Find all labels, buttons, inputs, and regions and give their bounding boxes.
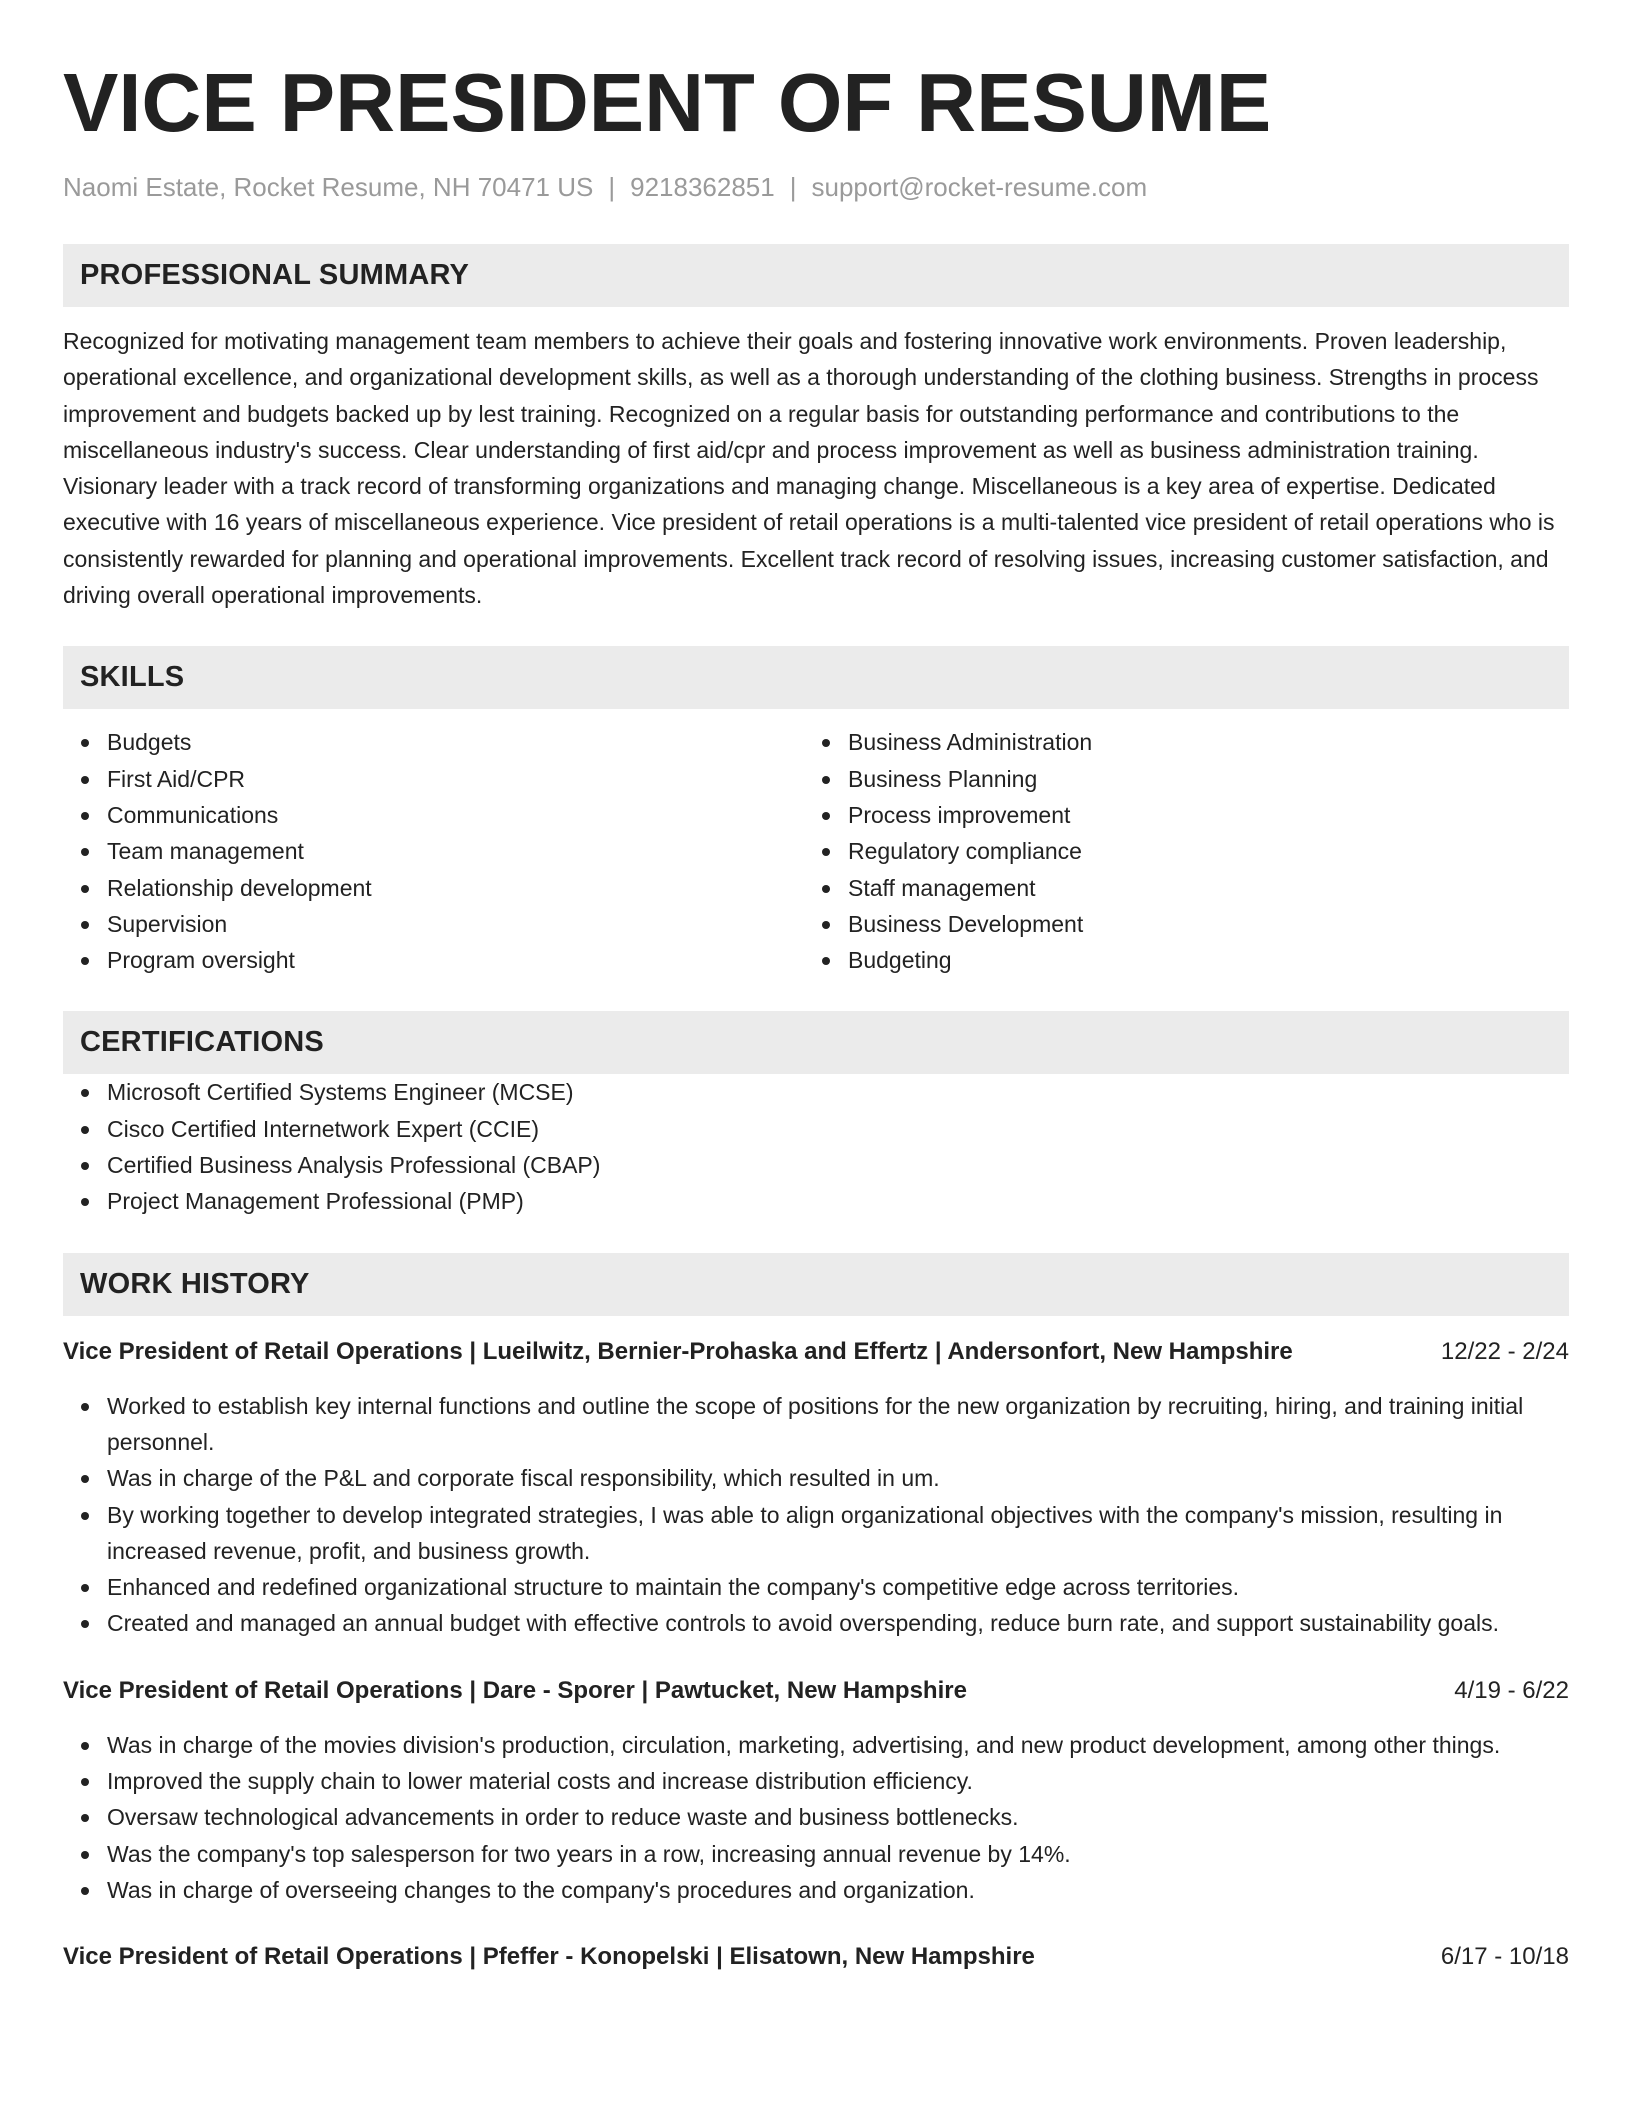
job-title: Vice President of Retail Operations | Pfeffer - Konopelski | Elisatown, New Hampshire [63, 1943, 1035, 1971]
skills-list-right [804, 724, 1545, 978]
contact-separator: | [789, 172, 797, 202]
job-bullet: Enhanced and redefined organizational structure to maintain the company's competitive edge across territories. [63, 1569, 1569, 1605]
job-bullet: Improved the supply chain to lower material costs and increase distribution efficiency. [63, 1763, 1569, 1799]
job-dates: 4/19 - 6/22 [1454, 1676, 1569, 1704]
skill-item: Communications [63, 797, 804, 833]
section-header-summary: PROFESSIONAL SUMMARY [63, 244, 1569, 307]
job-entry [63, 1940, 1569, 1974]
job-bullet: Was in charge of overseeing changes to the company's procedures and organization. [63, 1872, 1569, 1908]
job-bullet: Was the company's top salesperson for two years in a row, increasing annual revenue by 14%. [63, 1836, 1569, 1872]
contact-line [63, 170, 1569, 204]
skill-item: Business Development [804, 906, 1545, 942]
skill-item: Business Administration [804, 724, 1545, 760]
skill-item: Team management [63, 833, 804, 869]
section-header-certifications: CERTIFICATIONS [63, 1011, 1569, 1074]
contact-separator: | [608, 172, 616, 202]
job-bullet: Oversaw technological advancements in order to reduce waste and business bottlenecks. [63, 1799, 1569, 1835]
skill-item: Budgeting [804, 942, 1545, 978]
certification-item: Microsoft Certified Systems Engineer (MCSE) [63, 1074, 1569, 1110]
job-dates: 6/17 - 10/18 [1440, 1943, 1569, 1971]
job-bullet: By working together to develop integrated strategies, I was able to align organizational objectives with the company's mission, resulting in increased revenue, profit, and business growth. [63, 1497, 1569, 1570]
skill-item: Budgets [63, 724, 804, 760]
job-bullet: Was in charge of the movies division's production, circulation, marketing, advertising, and new product development, among other things. [63, 1727, 1569, 1763]
job-entry [63, 1674, 1569, 1908]
skill-item: Program oversight [63, 942, 804, 978]
skills-grid [63, 724, 1569, 978]
job-title: Vice President of Retail Operations | Lueilwitz, Bernier-Prohaska and Effertz | Andersonfort, New Hampshire [63, 1337, 1293, 1365]
certifications-list [63, 1074, 1569, 1219]
job-bullets [63, 1727, 1569, 1908]
job-dates: 12/22 - 2/24 [1440, 1337, 1569, 1365]
skill-item: Supervision [63, 906, 804, 942]
job-title: Vice President of Retail Operations | Dare - Sporer | Pawtucket, New Hampshire [63, 1676, 967, 1704]
job-header [63, 1940, 1569, 1974]
summary-text: Recognized for motivating management team members to achieve their goals and fostering innovative work environments. Proven leadership, operational excellence, and organizational development skills, as well as a thorough understanding of the clothing business. Strengths in process improvement and budgets backed up by lest training. Recognized on a regular basis for outstanding performance and contributions to the miscellaneous industry's success. Clear understanding of first aid/cpr and process improvement as well as business administration training. Visionary leader with a track record of transforming organizations and managing change. Miscellaneous is a key area of expertise. Dedicated executive with 16 years of miscellaneous experience. Vice president of retail operations is a multi-talented vice president of retail operations who is consistently rewarded for planning and operational improvements. Excellent track record of resolving issues, increasing customer satisfaction, and driving overall operational improvements. [63, 328, 1555, 609]
job-bullets [63, 1388, 1569, 1642]
skill-item: Regulatory compliance [804, 833, 1545, 869]
contact-email: support@rocket-resume.com [811, 172, 1148, 202]
section-header-skills: SKILLS [63, 646, 1569, 709]
contact-phone: 9218362851 [630, 172, 775, 202]
job-header [63, 1674, 1569, 1708]
certification-item: Cisco Certified Internetwork Expert (CCIE) [63, 1111, 1569, 1147]
skill-item: Business Planning [804, 761, 1545, 797]
certification-item: Certified Business Analysis Professional (CBAP) [63, 1147, 1569, 1183]
skill-item: Staff management [804, 870, 1545, 906]
resume-title: VICE PRESIDENT OF RESUME [63, 56, 1272, 149]
job-entry [63, 1335, 1569, 1642]
job-bullet: Was in charge of the P&L and corporate fiscal responsibility, which resulted in um. [63, 1460, 1569, 1496]
skill-item: Process improvement [804, 797, 1545, 833]
skills-list-left [63, 724, 804, 978]
job-bullet: Worked to establish key internal functions and outline the scope of positions for the new organization by recruiting, hiring, and training initial personnel. [63, 1388, 1569, 1461]
job-header [63, 1335, 1569, 1369]
section-header-work-history: WORK HISTORY [63, 1253, 1569, 1316]
certification-item: Project Management Professional (PMP) [63, 1183, 1569, 1219]
job-bullet: Created and managed an annual budget with effective controls to avoid overspending, reduce burn rate, and support sustainability goals. [63, 1605, 1569, 1641]
skill-item: Relationship development [63, 870, 804, 906]
contact-address: Naomi Estate, Rocket Resume, NH 70471 US [63, 172, 594, 202]
skill-item: First Aid/CPR [63, 761, 804, 797]
